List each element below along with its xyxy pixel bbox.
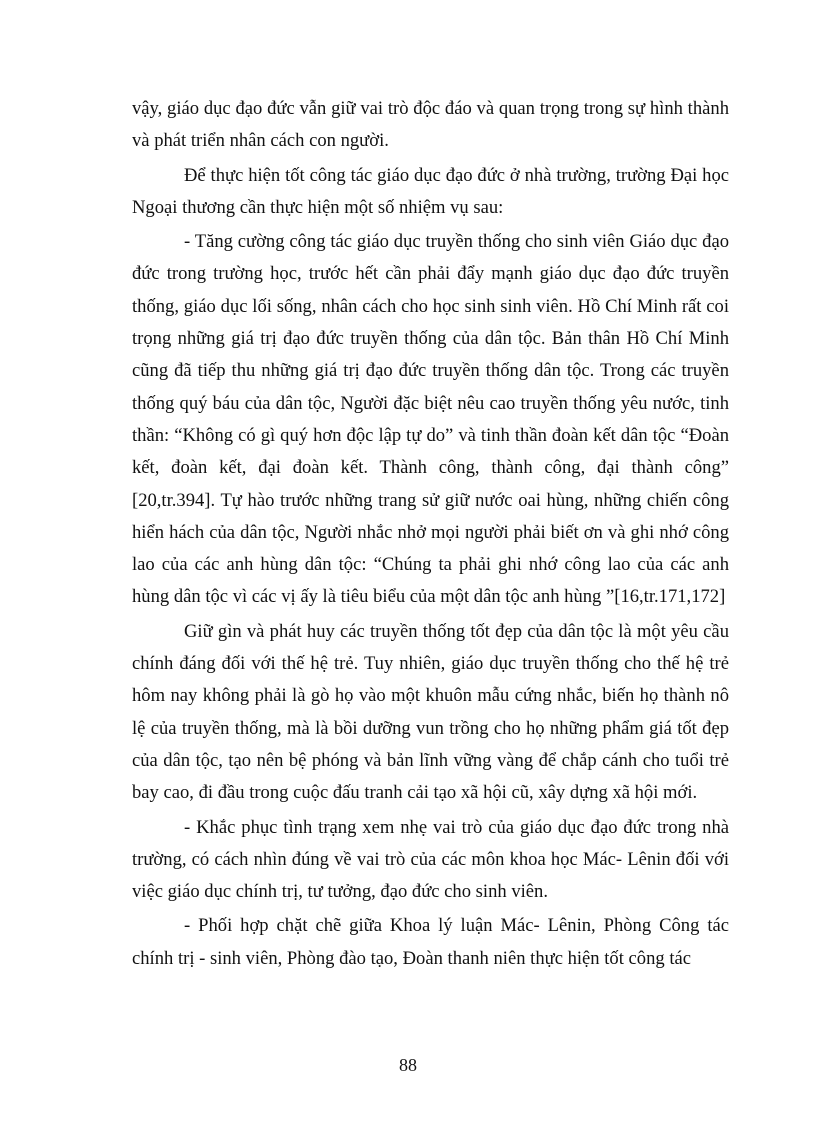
paragraph-continuation: vậy, giáo dục đạo đức vẫn giữ vai trò độc đáo và quan trọng trong sự hình thành và phát triển nhân cách con người.: [132, 98, 729, 152]
paragraph-overcome-neglect: - Khắc phục tình trạng xem nhẹ vai trò của giáo dục đạo đức trong nhà trường, có cách nhìn đúng về vai trò của các môn khoa học Mác- Lênin đối với việc giáo dục chính trị, tư tưởng, đạo đức cho sinh viên.: [132, 816, 729, 903]
paragraph-intro-tasks: Để thực hiện tốt công tác giáo dục đạo đức ở nhà trường, trường Đại học Ngoại thương cần thực hiện một số nhiệm vụ sau:: [132, 164, 729, 218]
page-number: 88: [399, 1055, 417, 1075]
paragraph-traditional-education: - Tăng cường công tác giáo dục truyền thống cho sinh viên Giáo dục đạo đức trong trường học, trước hết cần phải đẩy mạnh giáo dục đạo đức truyền thống, giáo dục lối sống, nhân cách cho học sinh sinh viên. Hồ Chí Minh rất coi trọng những giá trị đạo đức truyền thống của dân tộc. Bản thân Hồ Chí Minh cũng đã tiếp thu những giá trị đạo đức truyền thống dân tộc. Trong các truyền thống quý báu của dân tộc, Người đặc biệt nêu cao truyền thống yêu nước, tinh thần: “Không có gì quý hơn độc lập tự do” và tinh thần đoàn kết dân tộc “Đoàn kết, đoàn kết, đại đoàn kết. Thành công, thành công, đại thành công” [20,tr.394]. Tự hào trước những trang sử giữ nước oai hùng, những chiến công hiển hách của dân tộc, Người nhắc nhở mọi người phải biết ơn và ghi nhớ công lao của các anh hùng dân tộc: “Chúng ta phải ghi nhớ công lao của các anh hùng dân tộc vì các vị ấy là tiêu biểu của một dân tộc anh hùng ”[16,tr.171,172]: [132, 231, 729, 608]
paragraph-preserve-traditions: Giữ gìn và phát huy các truyền thống tốt đẹp của dân tộc là một yêu cầu chính đáng đối với thế hệ trẻ. Tuy nhiên, giáo dục truyền thống cho thế hệ trẻ hôm nay không phải là gò họ vào một khuôn mẫu cứng nhắc, biến họ thành nô lệ của truyền thống, mà là bồi dưỡng vun trồng cho họ những phẩm giá tốt đẹp của dân tộc, tạo nên bệ phóng và bản lĩnh vững vàng để chắp cánh cho tuổi trẻ bay cao, đi đầu trong cuộc đấu tranh cải tạo xã hội cũ, xây dựng xã hội mới.: [132, 620, 729, 804]
paragraph-coordination: - Phối hợp chặt chẽ giữa Khoa lý luận Mác- Lênin, Phòng Công tác chính trị - sinh viên, Phòng đào tạo, Đoàn thanh niên thực hiện tốt công tác: [132, 915, 729, 969]
body-text: [132, 93, 729, 975]
